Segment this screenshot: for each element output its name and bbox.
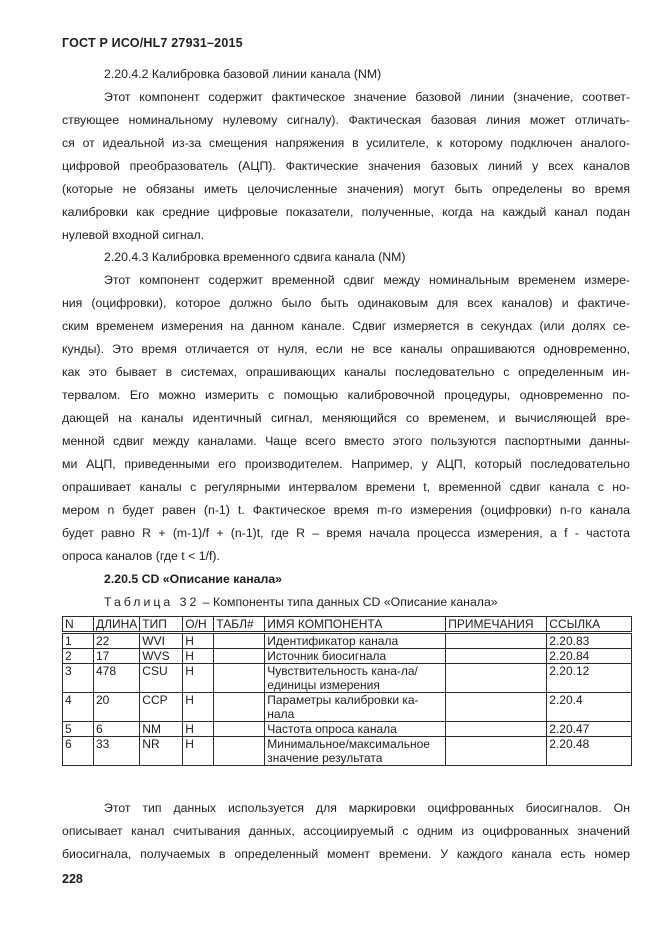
cell: Параметры калибровки ка-нала <box>265 693 446 722</box>
cell: Н <box>183 633 214 649</box>
cell <box>446 722 547 737</box>
document-header: ГОСТ Р ИСО/HL7 27931–2015 <box>62 36 243 50</box>
table-label: Таблица 32 <box>104 595 200 609</box>
cell: 33 <box>94 737 140 766</box>
cell: 3 <box>63 664 94 693</box>
cell <box>446 649 547 664</box>
table-row <box>63 664 632 693</box>
cell <box>214 649 265 664</box>
cell <box>214 633 265 649</box>
cell: 2.20.48 <box>547 737 632 766</box>
cell: WVS <box>140 649 183 664</box>
cell: CCP <box>140 693 183 722</box>
cell <box>214 722 265 737</box>
cell: 6 <box>63 737 94 766</box>
cell: 4 <box>63 693 94 722</box>
cell: NM <box>140 722 183 737</box>
cell: WVI <box>140 633 183 649</box>
cell: 5 <box>63 722 94 737</box>
section-heading-bold: 2.20.5 CD «Описание канала» <box>104 572 282 586</box>
cell: 478 <box>94 664 140 693</box>
paragraph-line: описывает канал считывания данных, ассоциируемый с одним из оцифрованных значений <box>62 824 630 838</box>
cell: NR <box>140 737 183 766</box>
paragraph-line: опрашивает каналы с регулярными интервалом времени t, временной сдвиг канала с но- <box>62 480 630 494</box>
paragraph-line: калибровки как средние цифровые показатели, полученные, когда на каждый канал подан <box>62 205 630 219</box>
cell: Минимальное/максимальное значение результата <box>265 737 446 766</box>
col-header: ТАБЛ# <box>214 617 265 633</box>
table-caption <box>104 595 498 609</box>
table-row <box>63 633 632 649</box>
cell: Н <box>183 693 214 722</box>
cell: 22 <box>94 633 140 649</box>
cell: Чувствительность кана-ла/единицы измерения <box>265 664 446 693</box>
table-title: – Компоненты типа данных CD «Описание канала» <box>199 595 498 609</box>
col-header: ПРИМЕЧАНИЯ <box>446 617 547 633</box>
paragraph-line: ским временем измерения на данном канале. Сдвиг измеряется в секундах (или долях се- <box>62 319 630 333</box>
cell: Идентификатор канала <box>265 633 446 649</box>
col-header: ТИП <box>140 617 183 633</box>
col-header: О/Н <box>183 617 214 633</box>
cell: 2.20.83 <box>547 633 632 649</box>
paragraph-line: будет равно R + (m-1)/f + (n-1)t, где R – время начала процесса измерения, а f - частота <box>62 526 630 540</box>
col-header: ДЛИНА <box>94 617 140 633</box>
col-header: ССЫЛКА <box>547 617 632 633</box>
col-header: ИМЯ КОМПОНЕНТА <box>265 617 446 633</box>
paragraph-line: (которые не обязаны иметь целочисленные значения) могут быть определены во время <box>62 182 630 196</box>
cell: 2.20.12 <box>547 664 632 693</box>
table-row <box>63 649 632 664</box>
section-heading: 2.20.4.2 Калибровка базовой линии канала (NM) <box>104 67 382 81</box>
paragraph-line: ствующее номинальному нулевому сигналу). Фактическая базовая линия может отличать- <box>62 113 630 127</box>
cell: 20 <box>94 693 140 722</box>
cell: Н <box>183 722 214 737</box>
cell <box>214 737 265 766</box>
paragraph-line: тервалом. Его можно измерить с помощью калибровочной процедуры, одновременно по- <box>62 388 630 402</box>
cell: 1 <box>63 633 94 649</box>
cell <box>446 693 547 722</box>
cell: 6 <box>94 722 140 737</box>
table-header-row <box>63 617 632 633</box>
cell <box>446 664 547 693</box>
paragraph-line: ми АЦП, приведенными его производителем. Например, у АЦП, который последовательно <box>62 457 630 471</box>
col-header: N <box>63 617 94 633</box>
cell: Н <box>183 737 214 766</box>
paragraph-line: ся от идеальной из-за смещения напряжения в усилителе, к которому подключен аналого- <box>62 136 630 150</box>
paragraph-line: Этот тип данных используется для маркировки оцифрованных биосигналов. Он <box>104 801 630 815</box>
table-row <box>63 693 632 722</box>
cell: Источник биосигнала <box>265 649 446 664</box>
cell: 2.20.47 <box>547 722 632 737</box>
cell <box>214 693 265 722</box>
paragraph-line: нулевой входной сигнал. <box>62 228 205 242</box>
cell <box>214 664 265 693</box>
paragraph-line: опроса каналов (где t < 1/f). <box>62 549 220 563</box>
table-row <box>63 722 632 737</box>
table-row <box>63 737 632 766</box>
paragraph-line: как это бывает в системах, опрашивающих каналы последовательно с определенным ин- <box>62 365 630 379</box>
cell <box>446 737 547 766</box>
paragraph-line: мером n будет равен (n-1) t. Фактическое время m-го измерения (оцифровки) n-го канала <box>62 503 630 517</box>
paragraph-line: Этот компонент содержит временной сдвиг между номинальным временем измере- <box>104 273 630 287</box>
paragraph-line: менной сдвиг между каналами. Чаще всего вместо этого пользуются паспортными данны- <box>62 434 630 448</box>
paragraph-line: биосигнала, получаемых в определенный момент времени. У каждого канала есть номер <box>62 847 630 861</box>
cell: Н <box>183 664 214 693</box>
cell <box>446 633 547 649</box>
paragraph-line: ния (оцифровки), которое должно было быть одинаковым для всех каналов) и фактиче- <box>62 296 630 310</box>
cell: 2.20.4 <box>547 693 632 722</box>
paragraph-line: Этот компонент содержит фактическое значение базовой линии (значение, соответ- <box>104 90 630 104</box>
cell: CSU <box>140 664 183 693</box>
paragraph-line: цифровой преобразователь (АЦП). Фактические значения базовых линий у всех каналов <box>62 159 630 173</box>
paragraph-line: дающей на каналы идентичный сигнал, меняющийся со временем, и вычисляющей вре- <box>62 411 630 425</box>
components-table <box>62 616 632 766</box>
section-heading: 2.20.4.3 Калибровка временного сдвига канала (NM) <box>104 250 406 264</box>
cell: 2 <box>63 649 94 664</box>
cell: 17 <box>94 649 140 664</box>
cell: 2.20.84 <box>547 649 632 664</box>
paragraph-line: кунды). Это время отличается от нуля, если не все каналы опрашиваются одновременно, <box>62 342 630 356</box>
page-number: 228 <box>62 872 83 886</box>
cell: Н <box>183 649 214 664</box>
cell: Частота опроса канала <box>265 722 446 737</box>
